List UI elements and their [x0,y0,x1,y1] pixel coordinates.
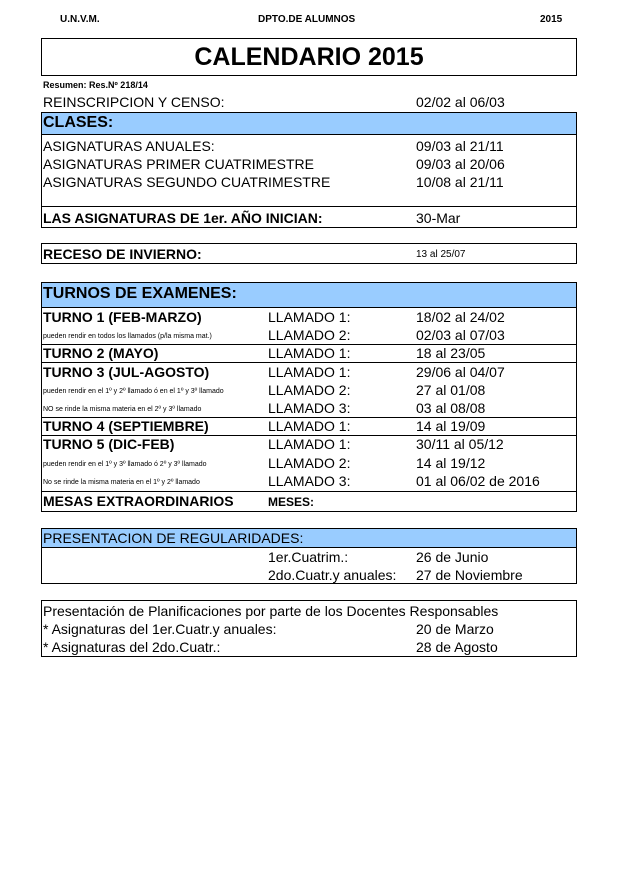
regularidades-row-1-label: 1er.Cuatrim.: [268,549,349,565]
clases-item-anuales: ASIGNATURAS ANUALES: [43,138,215,154]
primer-anio-label: LAS ASIGNATURAS DE 1er. AÑO INICIAN: [43,210,323,226]
turno-row-label: pueden rendir en el 1º y 3º llamado ó 2º y 3º llamado [43,461,207,468]
turno-row-value: 02/03 al 07/03 [416,327,505,343]
turno-row-llamado: LLAMADO 2: [268,382,351,398]
resumen-label: Resumen: Res.Nº 218/14 [43,80,148,90]
turno-row-value: 30/11 al 05/12 [416,436,504,452]
clases-item-segundo-value: 10/08 al 21/11 [416,174,504,190]
turno-row-llamado: LLAMADO 1: [268,418,351,434]
planificaciones-row-1-value: 20 de Marzo [416,621,494,637]
clases-item-primer-value: 09/03 al 20/06 [416,156,505,172]
clases-heading-bar [42,113,576,134]
turno-row-llamado: LLAMADO 2: [268,327,351,343]
primer-anio-value: 30-Mar [416,210,461,226]
receso-value: 13 al 25/07 [416,249,466,260]
regularidades-heading: PRESENTACION DE REGULARIDADES: [43,530,304,546]
header-institution: U.N.V.M. [60,14,100,25]
turno-row-value: 14 al 19/12 [416,455,486,471]
reinscripcion-value: 02/02 al 06/03 [416,94,505,110]
turno-row-value: 29/06 al 04/07 [416,364,505,380]
planificaciones-row-1-label: * Asignaturas del 1er.Cuatr.y anuales: [43,621,277,637]
header-department: DPTO.DE ALUMNOS [258,14,356,25]
turno-row-llamado: LLAMADO 2: [268,455,351,471]
turnos-heading: TURNOS DE EXAMENES: [43,285,237,302]
turno-row-value: 01 al 06/02 de 2016 [416,473,540,489]
clases-heading: CLASES: [43,114,114,131]
turno-row-value: 27 al 01/08 [416,382,486,398]
turno-row-label: NO se rinde la misma materia en el 2º y 3º llamado [43,406,202,413]
turno-row-label: No se rinde la misma materia en el 1º y 2º llamado [43,479,200,486]
turno-row-label: TURNO 1 (FEB-MARZO) [43,309,202,325]
turno-row-llamado: LLAMADO 1: [268,436,351,452]
header-year: 2015 [540,14,563,25]
turno-row-llamado: LLAMADO 1: [268,364,351,380]
turno-row-value: 14 al 19/09 [416,418,486,434]
planificaciones-row-2-value: 28 de Agosto [416,639,498,655]
regularidades-row-2-value: 27 de Noviembre [416,567,523,583]
turno-row-value: 18/02 al 24/02 [416,309,505,325]
turno-row-value: 18 al 23/05 [416,345,486,361]
turno-row-label: TURNO 3 (JUL-AGOSTO) [43,364,210,380]
turno-row-label: TURNO 5 (DIC-FEB) [43,436,175,452]
turno-row-label: pueden rendir en todos los llamados (p/la misma mat.) [43,333,212,340]
reinscripcion-label: REINSCRIPCION Y CENSO: [43,94,225,110]
clases-item-primer: ASIGNATURAS PRIMER CUATRIMESTRE [43,156,314,172]
turno-row-label: TURNO 4 (SEPTIEMBRE) [43,418,209,434]
turno-row-value: 03 al 08/08 [416,400,486,416]
clases-item-anuales-value: 09/03 al 21/11 [416,138,504,154]
regularidades-row-2-label: 2do.Cuatr.y anuales: [268,567,397,583]
page-title: CALENDARIO 2015 [41,38,577,76]
turno-row-label: TURNO 2 (MAYO) [43,345,159,361]
mesas-meses: MESES: [268,495,315,509]
regularidades-row-1-value: 26 de Junio [416,549,489,565]
planificaciones-row-2-label: * Asignaturas del 2do.Cuatr.: [43,639,221,655]
planificaciones-heading: Presentación de Planificaciones por parte de los Docentes Responsables [43,603,499,619]
clases-item-segundo: ASIGNATURAS SEGUNDO CUATRIMESTRE [43,174,331,190]
turno-row-llamado: LLAMADO 1: [268,345,351,361]
mesas-label: MESAS EXTRAORDINARIOS [43,493,234,509]
turno-row-label: pueden rendir en el 1º y 2º llamado ó en el 1º y 3º llamado [43,388,224,395]
turno-row-llamado: LLAMADO 3: [268,473,351,489]
receso-label: RECESO DE INVIERNO: [43,246,202,262]
turno-row-llamado: LLAMADO 3: [268,400,351,416]
turno-row-llamado: LLAMADO 1: [268,309,351,325]
